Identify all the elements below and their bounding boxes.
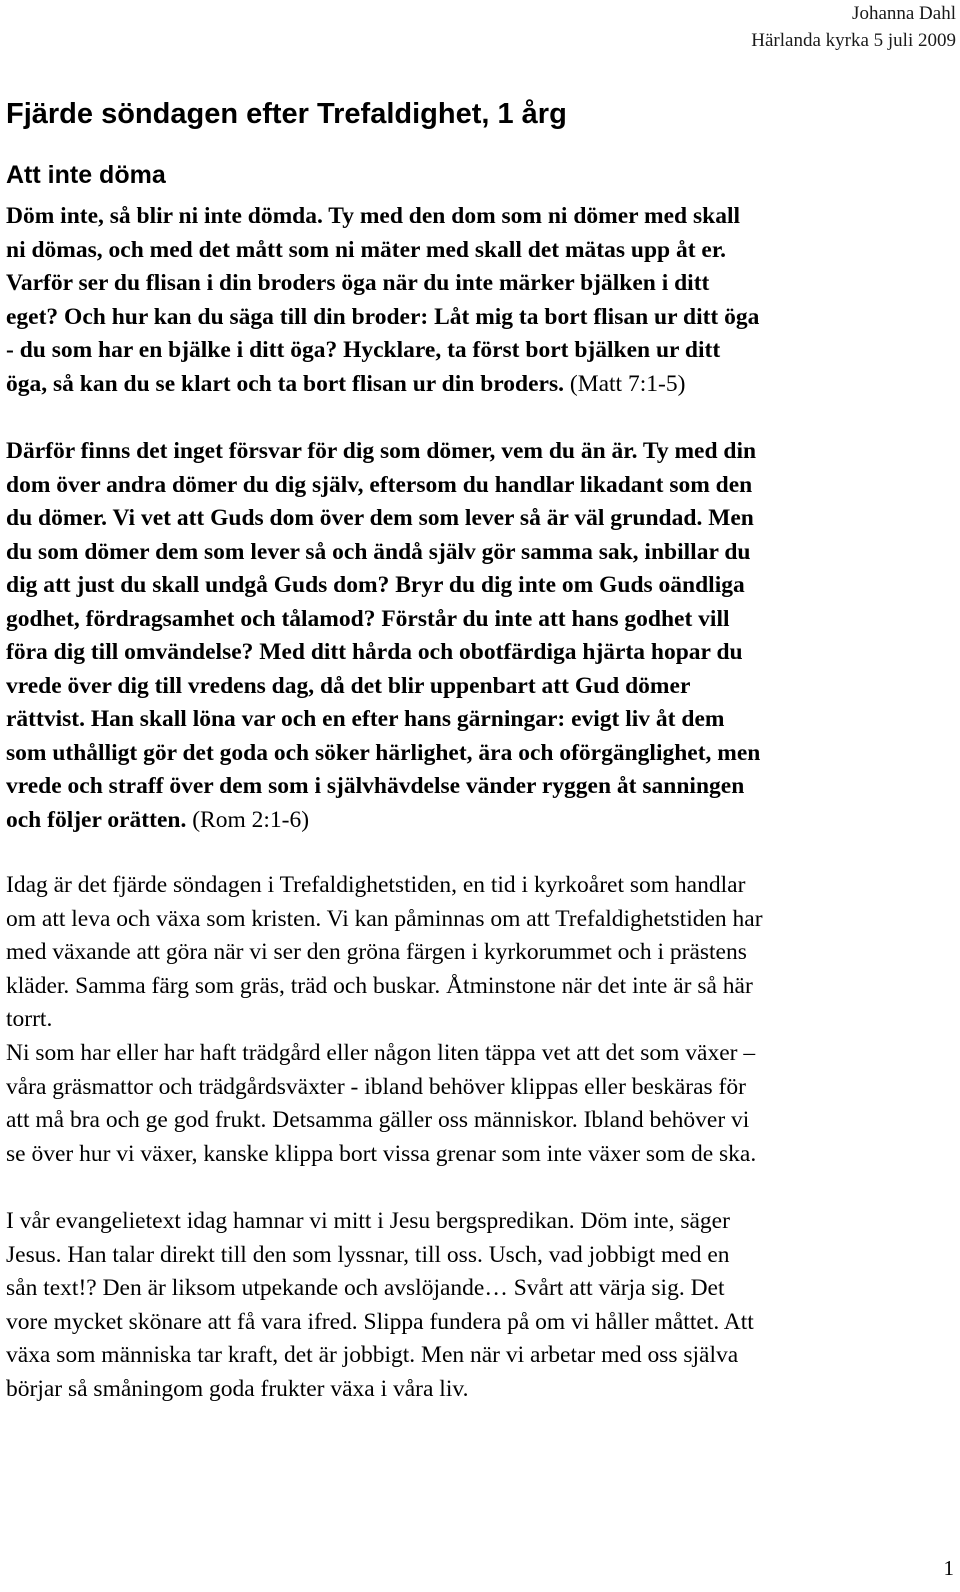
sermon-paragraph: Ni som har eller har haft trädgård eller någon liten täppa vet att det som växer – våra gräsmattor och trädgårdsväxter - ibland behöver klippas eller beskäras för att må bra och ge god frukt. Detsamma gäller oss människor. Ibland behöver vi se över hur vi växer, kanske klippa bort vissa grenar som inte växer som de ska.: [6, 1040, 757, 1167]
document-subtitle: Att inte döma: [6, 161, 166, 189]
location-date: Härlanda kyrka 5 juli 2009: [751, 30, 956, 51]
scripture-reference: (Matt 7:1-5): [564, 370, 686, 397]
sermon-paragraph: Idag är det fjärde söndagen i Trefaldighetstiden, en tid i kyrkoåret som handlar om att leva och växa som kristen. Vi kan påminnas om att Trefaldighetstiden har med växande att göra när vi ser den gröna färgen i kyrkorummet och i prästens kläder. Samma färg som gräs, träd och buskar. Åtminstone när det inte är så här torrt.: [6, 872, 763, 1033]
page-number: 1: [943, 1556, 954, 1580]
scripture-text: Därför finns det inget försvar för dig som dömer, vem du än är. Ty med din dom över andra dömer du dig själv, eftersom du handlar likadant som den du dömer. Vi vet att Guds dom över dem som lever så är väl grundad. Men du som dömer dem som lever så och ändå själv gör samma sak, inbillar du dig att just du skall undgå Guds dom? Bryr du dig inte om Guds oändliga godhet, fördragsamhet och tålamod? Förstår du inte att hans godhet vill föra dig till omvändelse? Med ditt hårda och obotfärdiga hjärta hopar du vrede över dig till vredens dag, då det blir uppenbart att Gud dömer rättvist. Han skall löna var och en efter hans gärningar: evigt liv åt dem som uthålligt gör det goda och söker härlighet, ära och oförgänglighet, men vrede och straff över dem som i självhävdelse vänder ryggen åt sanningen och följer orätten.: [6, 438, 761, 833]
document-title: Fjärde söndagen efter Trefaldighet, 1 årg: [6, 98, 567, 130]
scripture-reference: (Rom 2:1-6): [186, 806, 310, 833]
sermon-paragraph: I vår evangelietext idag hamnar vi mitt i Jesu bergspredikan. Döm inte, säger Jesus. Han talar direkt till den som lyssnar, till oss. Usch, vad jobbigt med en sån text!? Den är liksom utpekande och avslöjande… Svårt att värja sig. Det vore mycket skönare att få vara ifred. Slippa fundera på om vi håller måttet. Att växa som människa tar kraft, det är jobbigt. Men när vi arbetar med oss själva börjar så småningom goda frukter växa i våra liv.: [6, 1208, 754, 1402]
scripture-reading-matthew: [6, 200, 954, 401]
author-name: Johanna Dahl: [852, 3, 956, 24]
scripture-text: Döm inte, så blir ni inte dömda. Ty med den dom som ni dömer med skall ni dömas, och med det mått som ni mäter med skall det mätas upp åt er. Varför ser du flisan i din broders öga när du inte märker bjälken i ditt eget? Och hur kan du säga till din broder: Låt mig ta bort flisan ur ditt öga - du som har en bjälke i ditt öga? Hycklare, ta först bort bjälken ur ditt öga, så kan du se klart och ta bort flisan ur din broders.: [6, 203, 760, 397]
scripture-reading-romans: [6, 435, 954, 837]
document-header: [751, 0, 956, 54]
